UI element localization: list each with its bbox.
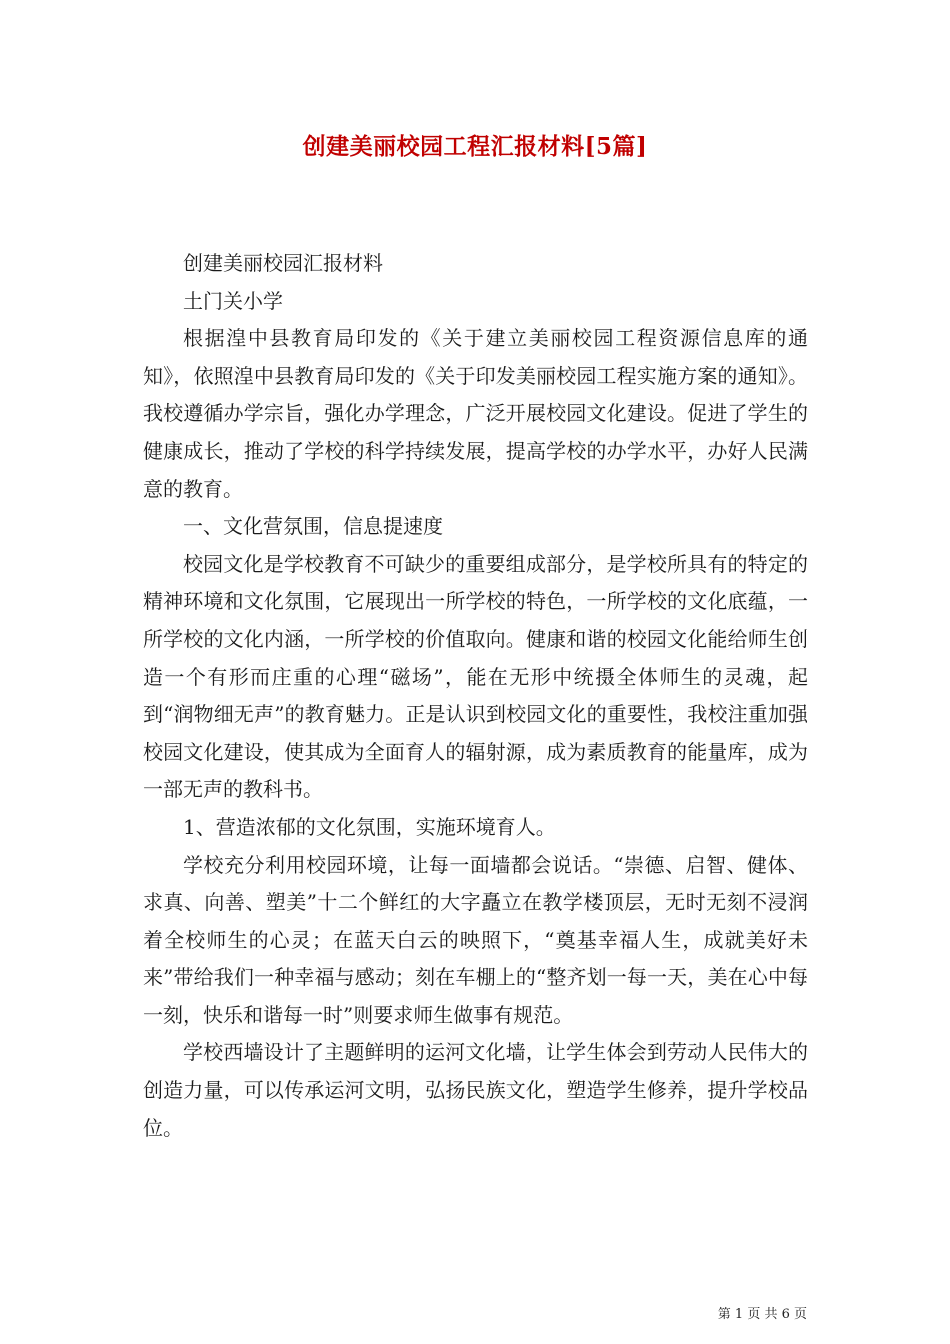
- subsection-heading: 1、营造浓郁的文化氛围，实施环境育人。: [183, 814, 556, 839]
- body-paragraph: 校园文化是学校教育不可缺少的重要组成部分，是学校所具有的特定的精神环境和文化氛围，它展现出一所学校的特色，一所学校的文化底蕴，一所学校的文化内涵，一所学校的价值取向。健康和谐的校园文化能给师生创造一个有形而庄重的心理“磁场”，能在无形中统摄全体师生的灵魂，起到“润物细无声”的教育魅力。正是认识到校园文化的重要性，我校注重加强校园文化建设，使其成为全面育人的辐射源，成为素质教育的能量库，成为一部无声的教科书。: [143, 551, 808, 802]
- document-body: [143, 245, 808, 1147]
- intro-paragraph: 根据湟中县教育局印发的《关于建立美丽校园工程资源信息库的通知》，依照湟中县教育局印发的《关于印发美丽校园工程实施方案的通知》。我校遵循办学宗旨，强化办学理念，广泛开展校园文化建设。促进了学生的健康成长，推动了学校的科学持续发展，提高学校的办学水平，办好人民满意的教育。: [143, 326, 808, 501]
- document-title: 创建美丽校园工程汇报材料[5篇]: [302, 133, 648, 160]
- school-name-paragraph: 土门关小学: [183, 288, 283, 313]
- section-heading: 一、文化营氛围，信息提速度: [183, 514, 443, 539]
- body-paragraph: 学校西墙设计了主题鲜明的运河文化墙，让学生体会到劳动人民伟大的创造力量，可以传承运河文明，弘扬民族文化，塑造学生修养，提升学校品位。: [143, 1040, 808, 1140]
- body-paragraph: 学校充分利用校园环境，让每一面墙都会说话。“崇德、启智、健体、求真、向善、塑美”十二个鲜红的大字矗立在教学楼顶层，无时无刻不浸润着全校师生的心灵；在蓝天白云的映照下，“奠基幸福人生，成就美好未来”带给我们一种幸福与感动；刻在车棚上的“整齐划一每一天，美在心中每一刻，快乐和谐每一时”则要求师生做事有规范。: [143, 852, 808, 1027]
- page-number-footer: 第 1 页 共 6 页: [717, 1307, 807, 1322]
- subtitle-paragraph: 创建美丽校园汇报材料: [183, 251, 383, 275]
